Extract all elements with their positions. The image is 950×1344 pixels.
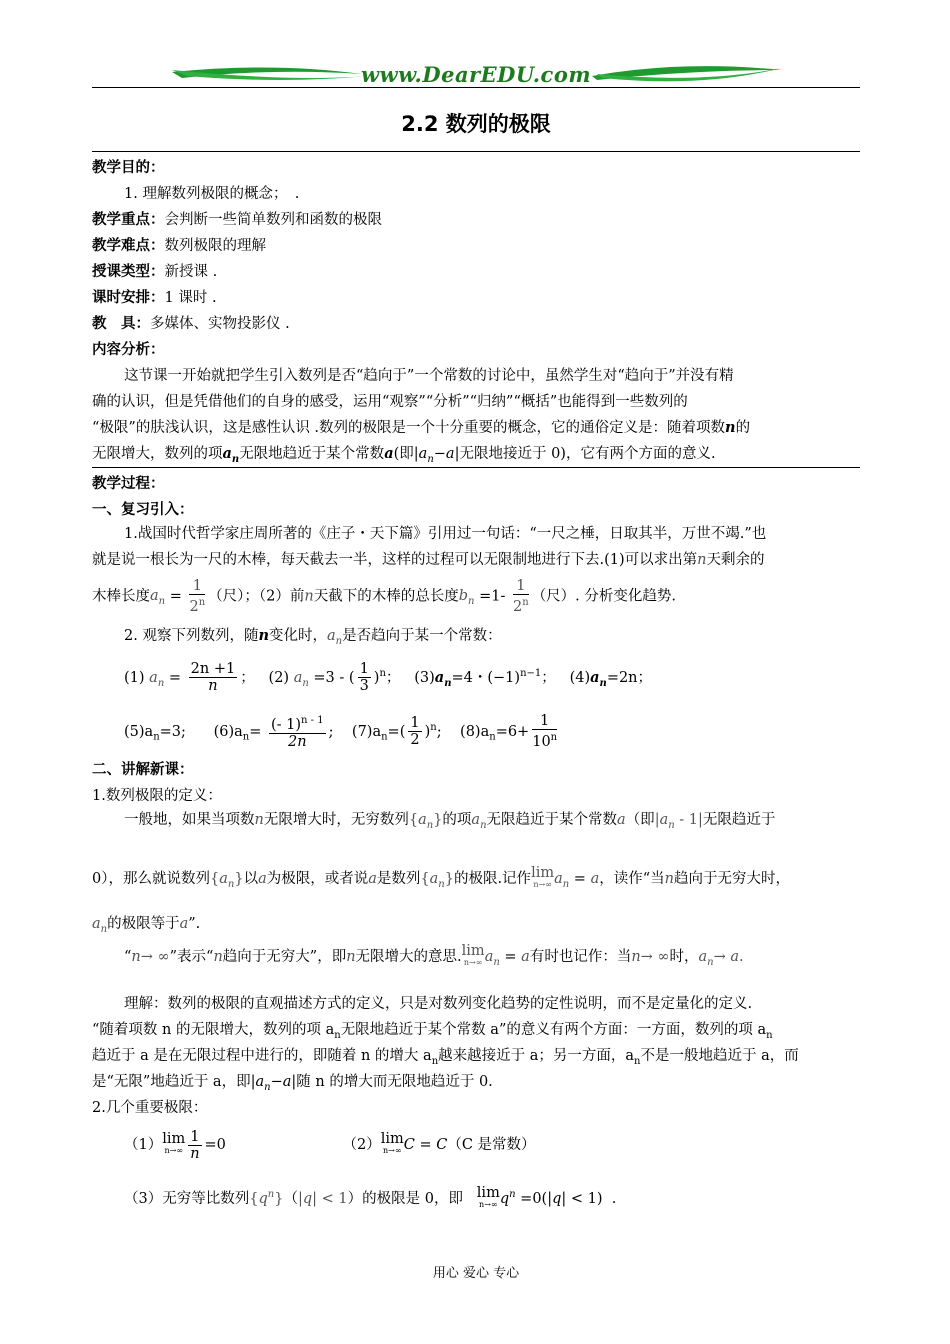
und-4-a: 是“无限”地趋近于 a，即	[92, 1074, 251, 1090]
analysis-line-4-d: 无限地接近于 0)，它有两个方面的意义.	[459, 446, 716, 462]
analysis-line-2: 确的认识，但是凭借他们的自身的感受，运用“观察”“分析”“归纳”“概括”也能得到一些数列的	[92, 394, 688, 410]
seq-3-body: =4・(−1)	[451, 669, 521, 686]
def-2-e: 的极限.记作	[453, 871, 532, 887]
def-4-e: 有时也记作：当	[529, 949, 632, 965]
def-4-c: 趋向于无穷大”，即	[222, 949, 347, 965]
und-3-b: 越来越接近于 a；另一方面，a	[438, 1048, 635, 1064]
review-p1-line-2-text: 就是说一根长为一尺的木棒，每天截去一半，这样的过程可以无限制地进行下去.(1)可以求出第	[92, 552, 698, 568]
def-1-f: 无限趋近于	[702, 812, 776, 828]
review-p2-b: 变化时，	[269, 628, 327, 644]
difficulty-label: 教学难点：	[92, 237, 165, 254]
review-p1-line-3: 木棒长度$a_n$ = $\frac{1}{2^n}$ （尺）；（2）前n天截下的木棒的总长度$b_n =1-$ $\frac{1}{2^n}$ （尺）. 分析变化趋势.	[92, 578, 677, 615]
seq-1-fraction: $\frac{2n +1}{n}$	[190, 661, 236, 695]
analysis-line-4-a: 无限增大，数列的项	[92, 446, 223, 462]
seq-4-label: (4)	[569, 669, 591, 686]
seq-3-label: (3)	[414, 669, 435, 686]
analysis-line-4-c: (即	[393, 446, 414, 462]
fraction-1-over-2n: $\frac{1}{2^n}$	[189, 578, 206, 615]
review-p1-line-3-a: 木棒长度	[92, 588, 150, 605]
schedule-text: 1 课时 .	[164, 290, 217, 306]
limit-3-notation: lim n→∞	[476, 1184, 500, 1209]
objectives-label: 教学目的：	[92, 159, 165, 176]
limit-2-notation: lim n→∞	[380, 1131, 404, 1155]
review-p2: 2. 观察下列数列，随n变化时，$a_n$是否趋向于某一个常数：	[124, 627, 502, 647]
def-1-d: 无限趋近于某个常数	[486, 812, 618, 828]
limit-1-fraction: $\frac{1}{n}$	[190, 1128, 200, 1162]
objective-item-1: 1. 理解数列极限的概念； .	[124, 186, 300, 202]
definition-line-3: $a_n$的极限等于a”.	[92, 916, 201, 935]
difficulty-text: 数列极限的理解	[164, 238, 266, 254]
seq-7-close: )	[424, 723, 431, 740]
seq-5-label: (5)a	[124, 723, 154, 740]
key-points	[92, 210, 860, 230]
limit-3-c: ）的极限是 0，即	[347, 1190, 463, 1207]
def-4-f: 时，	[669, 949, 699, 965]
tools-label: 教 具：	[92, 315, 150, 332]
schedule-label: 课时安排：	[92, 289, 165, 306]
def-1-a: 一般地，如果当项数	[124, 812, 255, 828]
limit-1-notation: lim n→∞	[162, 1131, 186, 1155]
important-limit-1-2: （1）lim n→∞ $\frac{1}{n}$ =0 （2）lim n→∞ C = C（C 是常数）	[124, 1128, 536, 1162]
page-footer: 用心 爱心 专心	[432, 1266, 520, 1281]
process-label: 教学过程：	[92, 475, 165, 492]
analysis-line-4-b: 无限地趋近于某个常数	[239, 446, 385, 462]
def-4-b: ”表示“	[169, 949, 214, 965]
seq-1-label: (1)	[124, 669, 145, 686]
analysis-line-3-end: 的	[735, 420, 751, 436]
fraction-1-over-2n-b: $\frac{1}{2^n}$	[513, 578, 529, 615]
def-1-e: （即	[625, 812, 655, 828]
limit-3-b: （	[283, 1190, 298, 1207]
key-points-text: 会判断一些简单数列和函数的极限	[164, 212, 382, 228]
def-1-c: 的项	[442, 812, 472, 828]
analysis-rule	[92, 467, 860, 468]
limit-notation-2: lim n→∞	[461, 943, 485, 967]
limit-3-a: （3）无穷等比数列	[124, 1190, 250, 1207]
sequence-row-1: (1) $a_n$ = $\frac{2n +1}{n}$ ； (2) $a_n =3$ - ( $\frac{1}{3}$ )$^n$； $(3)a_n=4$・$(-1)^{n-1}$； $(4)a_n=2n$；	[124, 661, 653, 695]
und-3-c: 不是一般地趋近于 a，而	[640, 1048, 799, 1064]
def-4-a: “	[124, 949, 132, 965]
seq-8-body: =6+	[495, 723, 530, 740]
def-2-b: 以	[243, 871, 259, 887]
und-3-a: 趋近于 a 是在无限过程中进行的，即随着 n 的增大 a	[92, 1048, 432, 1064]
important-limits-title: 2.几个重要极限：	[92, 1100, 208, 1116]
seq-6-label: (6)a	[213, 723, 243, 740]
review-p2-c: 是否趋向于某一个常数：	[342, 628, 502, 644]
understanding-line-3: 趋近于 a 是在无限过程中进行的，即随着 n 的增大 $a_n$越来越接近于 a；另一方面，$a_n$不是一般地趋近于 a，而	[92, 1048, 799, 1067]
analysis-line-4: 无限增大，数列的项$a_n$无限地趋近于某个常数a(即$|a_n-a|$无限地接近于 0)，它有两个方面的意义.	[92, 445, 716, 465]
header-rule	[92, 87, 860, 88]
analysis-label: 内容分析：	[92, 341, 165, 358]
def-2-d: 是数列	[376, 871, 421, 887]
seq-7-fraction: $\frac{1}{2}$	[410, 715, 420, 749]
understanding-line-4: 是“无限”地趋近于 a，即$|a_n-a|$随 n 的增大而无限地趋近于 0.	[92, 1074, 493, 1093]
limit-notation: lim n→∞	[531, 865, 555, 889]
review-heading: 一、复习引入：	[92, 501, 194, 518]
seq-2-fraction: $\frac{1}{3}$	[359, 661, 369, 695]
understanding-line-2: “随着项数 n 的无限增大，数列的项 $a_n$无限地趋近于某个常数 a”的意义有两个方面：一方面，数列的项 $a_n$	[92, 1022, 773, 1041]
review-p1-line-3-c: 天截下的木棒的总长度	[313, 588, 459, 605]
seq-6-fraction: $\frac{(- 1)^{n - 1}}{2n}$	[270, 715, 324, 751]
lesson-type-text: 新授课 .	[164, 264, 218, 280]
def-2-f: ，读作“当	[599, 871, 665, 887]
page-title: 2.2 数列的极限	[401, 112, 551, 136]
def-1-b: 无限增大时，无穷数列	[263, 812, 409, 828]
key-points-label: 教学重点：	[92, 211, 165, 228]
understanding-line-1: 理解：数列的极限的直观描述方式的定义，只是对数列变化趋势的定性说明，而不是定量化的定义.	[124, 996, 753, 1012]
und-2-b: 无限地趋近于某个常数 a”的意义有两个方面：一方面，数列的项 a	[340, 1022, 767, 1038]
title-rule	[92, 151, 860, 152]
definition-line-1: 一般地，如果当项数n无限增大时，无穷数列$\{a_n\}$的项$a_n$无限趋近于某个常数a（即$|a_n - 1|$无限趋近于	[124, 812, 776, 831]
schedule	[92, 288, 860, 308]
limit-1-label: （1）	[124, 1137, 163, 1153]
def-4-d: 无限增大的意思.	[355, 949, 462, 965]
seq-8-fraction: $\frac{1}{10^n}$	[532, 713, 558, 751]
limit-3-end: .	[611, 1190, 617, 1207]
def-3-a: 的极限等于	[107, 916, 180, 932]
und-2-a: “随着项数 n 的无限增大，数列的项 a	[92, 1022, 335, 1038]
seq-7-label: (7)a	[351, 723, 382, 740]
def-2-a: 0），那么就说数列	[92, 871, 210, 887]
lesson-type-label: 授课类型：	[92, 263, 165, 280]
tools	[92, 314, 860, 334]
difficulty	[92, 236, 860, 256]
seq-5-body: =3;	[159, 723, 186, 740]
definition-title: 1.数列极限的定义：	[92, 788, 222, 804]
def-2-c: 为极限，或者说	[266, 871, 369, 887]
lesson-type	[92, 262, 860, 282]
def-2-g: 趋向于无穷大时，	[674, 871, 790, 887]
seq-8-label: (8)a	[460, 723, 490, 740]
def-3-b: ”.	[188, 916, 201, 932]
important-limit-3: （3）无穷等比数列$\{q^n\}(|q| < 1)$的极限是 0，即 lim n→∞ $q^n =0(|q| < 1)$ .	[124, 1184, 617, 1209]
review-p1-line-3-d: （尺）. 分析变化趋势.	[531, 588, 677, 605]
analysis-line-3-text: “极限”的肤浅认识，这是感性认识 .数列的极限是一个十分重要的概念，它的通俗定义是：随着项数	[92, 420, 726, 436]
sequence-row-2: $(5)a_n=3$; $(6)a_n=$ $\frac{(- 1)^{n - 1}}{2n}$ ; $(7)a_n=$( $\frac{1}{2}$ )$^n$; $(8)a_n=6+$ $\frac{1}{10^n}$	[124, 713, 558, 751]
definition-line-2: 0），那么就说数列$\{a_n\}$以a为极限，或者说a是数列$\{a_n\}$的极限.记作lim n→∞ $a_n = a$，读作“当n趋向于无穷大时，	[92, 865, 790, 890]
tools-text: 多媒体、实物投影仪 .	[150, 316, 290, 332]
site-url: www.DearEDU.com	[360, 62, 592, 87]
seq-2-label: (2)	[268, 669, 290, 686]
review-p1-line-2-end: 天剩余的	[706, 552, 765, 568]
analysis-n: n	[725, 419, 736, 436]
review-p1-line-3-b: （尺）；（2）前	[208, 588, 305, 605]
review-p1-line-2: 就是说一根长为一尺的木棒，每天截去一半，这样的过程可以无限制地进行下去.(1)可以求出第n天剩余的	[92, 552, 765, 568]
und-4-b: 随 n 的增大而无限地趋近于 0.	[296, 1074, 493, 1090]
review-p1-line-1: 1.战国时代哲学家庄周所著的《庄子・天下篇》引用过一句话：“一尺之棰，日取其半，万世不竭.”也	[124, 526, 767, 542]
analysis-line-3	[92, 418, 860, 438]
seq-4-body: =2n；	[606, 669, 653, 686]
new-lesson-heading: 二、讲解新课：	[92, 761, 194, 778]
site-banner	[92, 58, 860, 94]
limit-2-note: （C 是常数）	[447, 1137, 536, 1153]
definition-line-4: “n→ ∞”表示“n趋向于无穷大”，即n无限增大的意思.lim n→∞ $a_n = a$有时也记作：当n→ ∞时，$a_n\to a$.	[124, 943, 744, 968]
limit-2-label: （2）	[342, 1137, 381, 1153]
analysis-line-1: 这节课一开始就把学生引入数列是否“趋向于”一个常数的讨论中，虽然学生对“趋向于”并没有精	[124, 368, 734, 384]
review-p2-a: 2. 观察下列数列，随	[124, 628, 259, 644]
